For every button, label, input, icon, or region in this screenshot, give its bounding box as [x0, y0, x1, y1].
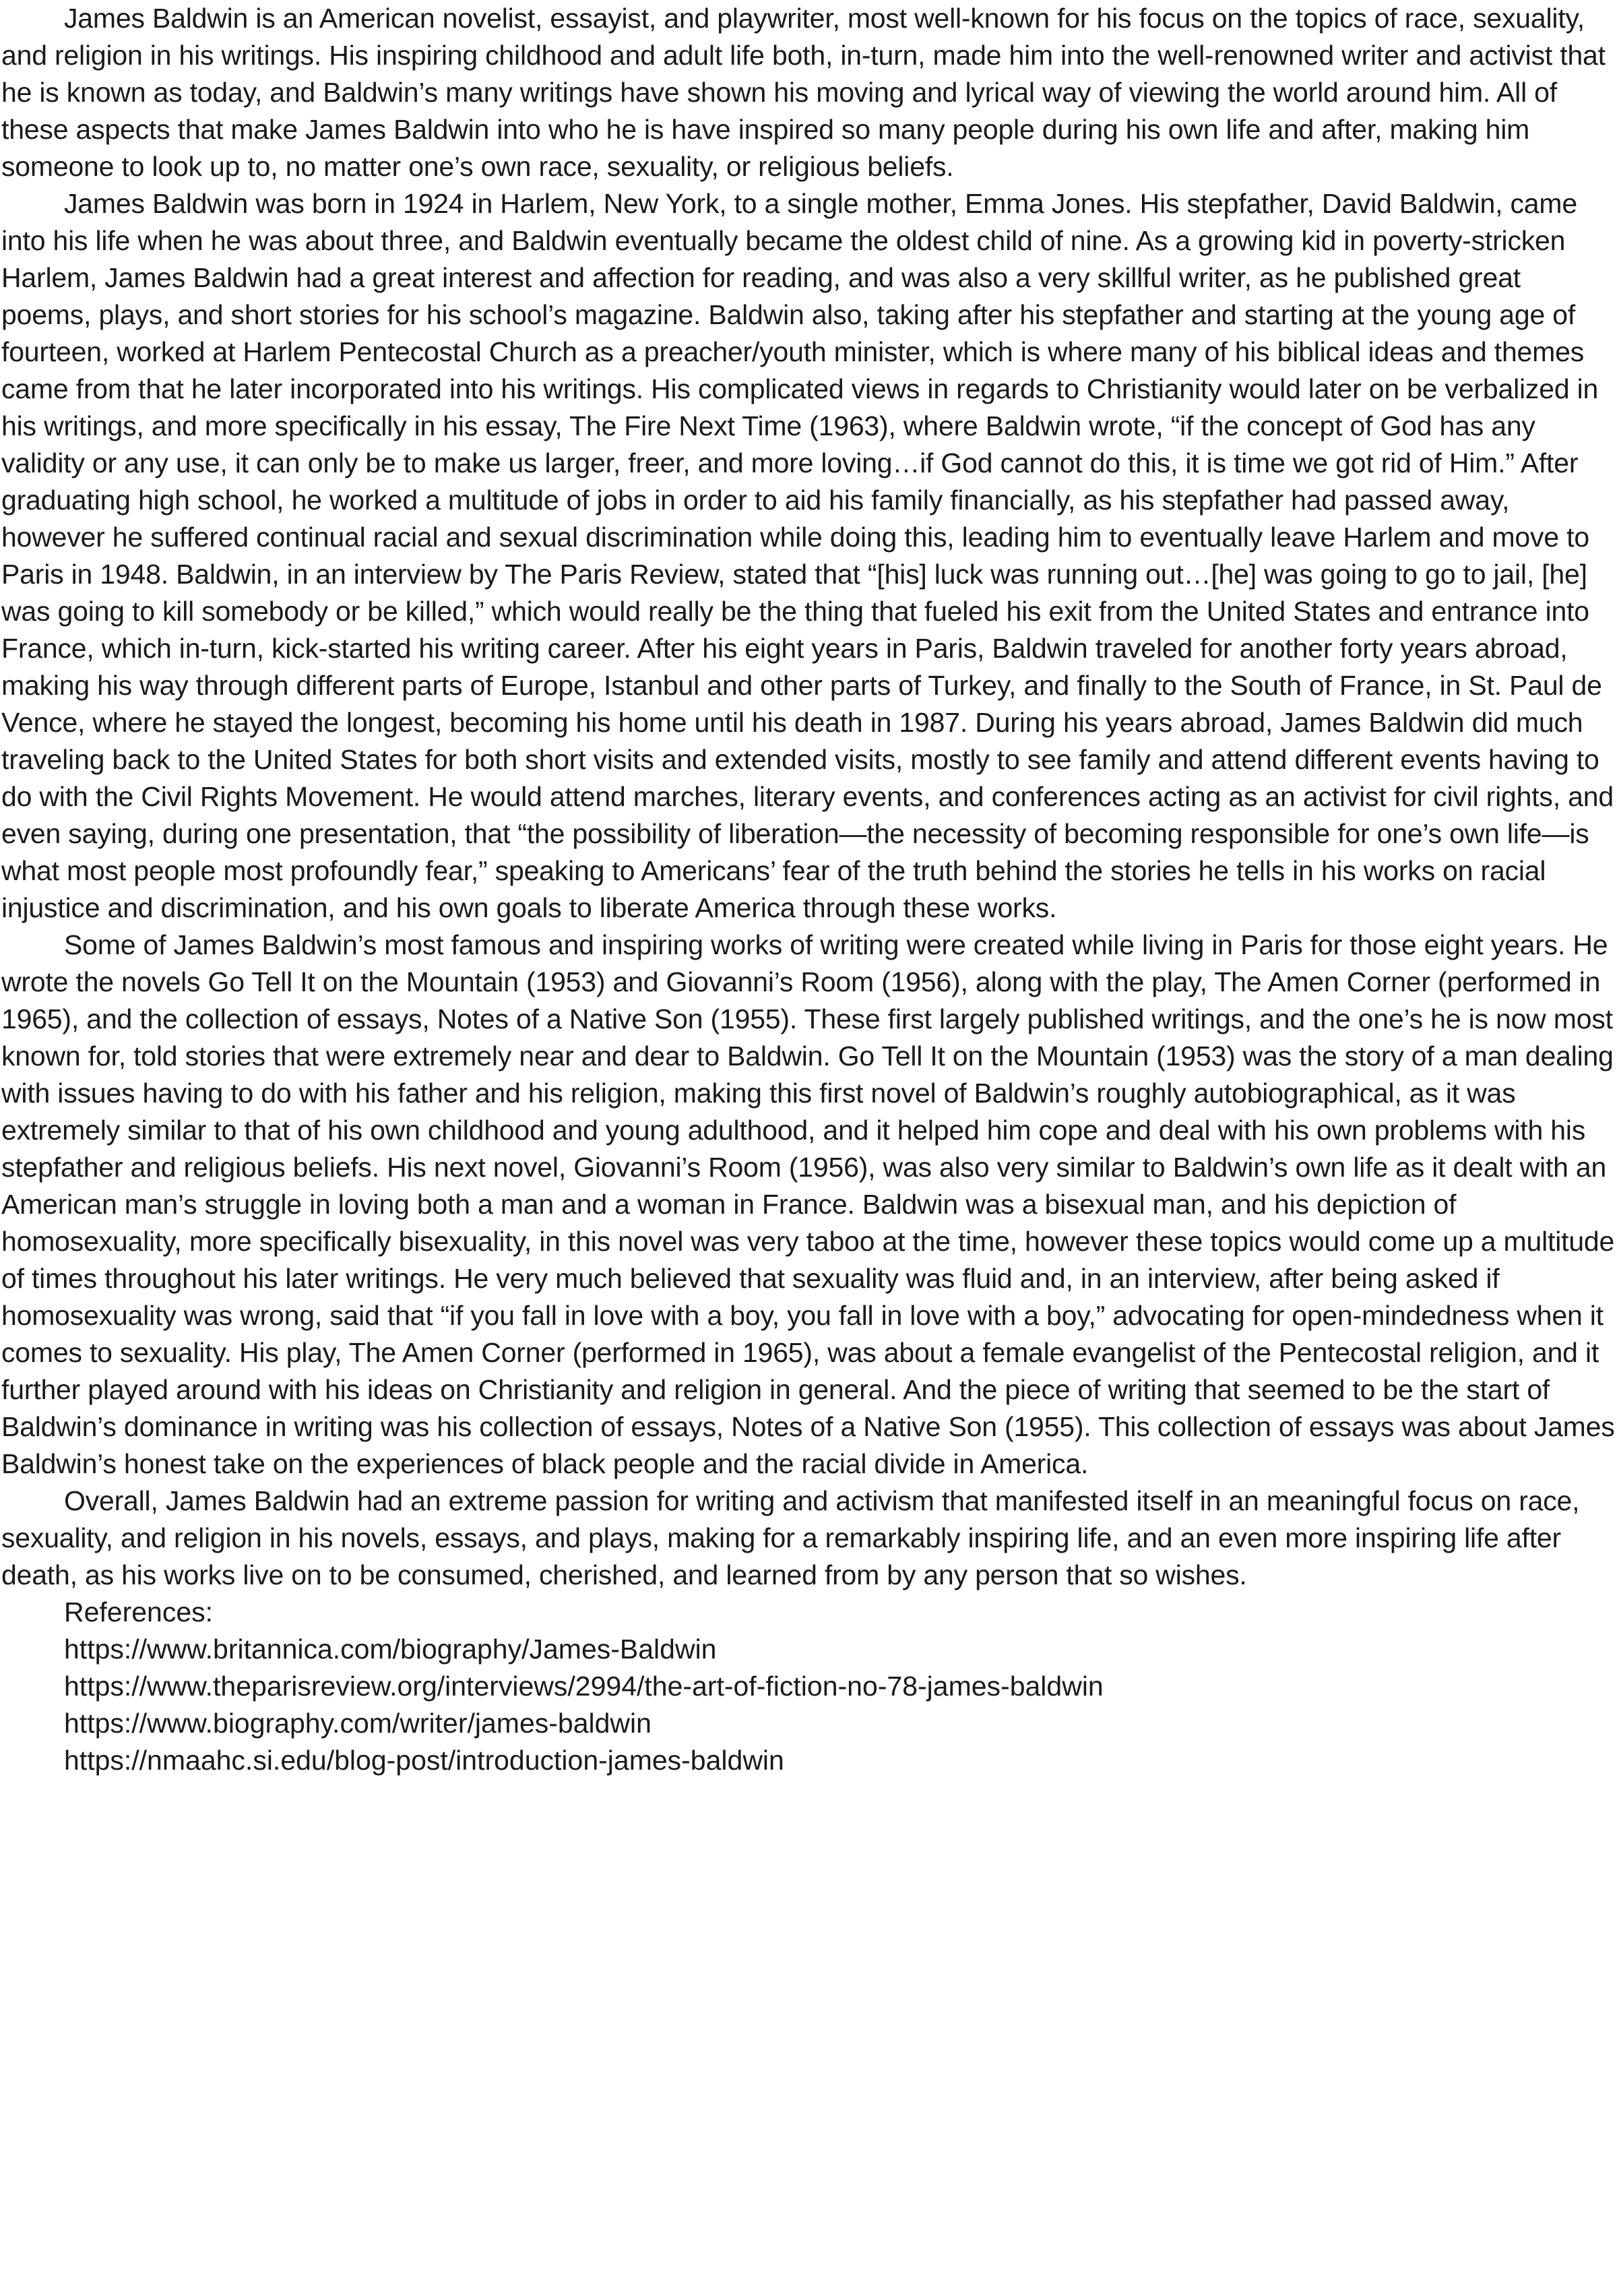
reference-link[interactable]: https://www.theparisreview.org/interviews/2994/the-art-of-fiction-no-78-james-baldwin	[64, 1671, 1104, 1702]
paragraph-works: Some of James Baldwin’s most famous and inspiring works of writing were created while living in Paris for those eight years. He wrote the novels Go Tell It on the Mountain (1953) and Giovanni’s Room (1956), along with the play, The Amen Corner (performed in 1965), and the collection of essays, Notes of a Native Son (1955). These first largely published writings, and the one’s he is now most known for, told stories that were extremely near and dear to Baldwin. Go Tell It on the Mountain (1953) was the story of a man dealing with issues having to do with his father and his religion, making this first novel of Baldwin’s roughly autobiographical, as it was extremely similar to that of his own childhood and young adulthood, and it helped him cope and deal with his own problems with his stepfather and religious beliefs. His next novel, Giovanni’s Room (1956), was also very similar to Baldwin’s own life as it dealt with an American man’s struggle in loving both a man and a woman in France. Baldwin was a bisexual man, and his depiction of homosexuality, more specifically bisexuality, in this novel was very taboo at the time, however these topics would come up a multitude of times throughout his later writings. He very much believed that sexuality was fluid and, in an interview, after being asked if homosexuality was wrong, said that “if you fall in love with a boy, you fall in love with a boy,” advocating for open-mindedness when it comes to sexuality. His play, The Amen Corner (performed in 1965), was about a female evangelist of the Pentecostal religion, and it further played around with his ideas on Christianity and religion in general. And the piece of writing that seemed to be the start of Baldwin’s dominance in writing was his collection of essays, Notes of a Native Son (1955). This collection of essays was about James Baldwin’s honest take on the experiences of black people and the racial divide in America.	[1, 929, 1615, 1479]
paragraph-conclusion: Overall, James Baldwin had an extreme passion for writing and activism that manifested itself in an meaningful focus on race, sexuality, and religion in his novels, essays, and plays, making for a remarkably inspiring life, and an even more inspiring life after death, as his works live on to be consumed, cherished, and learned from by any person that so wishes.	[1, 1485, 1580, 1590]
references-heading: References:	[64, 1596, 214, 1627]
reference-link[interactable]: https://nmaahc.si.edu/blog-post/introduction-james-baldwin	[64, 1745, 784, 1776]
paragraph-early-life: James Baldwin was born in 1924 in Harlem, New York, to a single mother, Emma Jones. His stepfather, David Baldwin, came into his life when he was about three, and Baldwin eventually became the oldest child of nine. As a growing kid in poverty-stricken Harlem, James Baldwin had a great interest and affection for reading, and was also a very skillful writer, as he published great poems, plays, and short stories for his school’s magazine. Baldwin also, taking after his stepfather and starting at the young age of fourteen, worked at Harlem Pentecostal Church as a preacher/youth minister, which is where many of his biblical ideas and themes came from that he later incorporated into his writings. His complicated views in regards to Christianity would later on be verbalized in his writings, and more specifically in his essay, The Fire Next Time (1963), where Baldwin wrote, “if the concept of God has any validity or any use, it can only be to make us larger, freer, and more loving…if God cannot do this, it is time we got rid of Him.” After graduating high school, he worked a multitude of jobs in order to aid his family financially, as his stepfather had passed away, however he suffered continual racial and sexual discrimination while doing this, leading him to eventually leave Harlem and move to Paris in 1948. Baldwin, in an interview by The Paris Review, stated that “[his] luck was running out…[he] was going to go to jail, [he] was going to kill somebody or be killed,” which would really be the thing that fueled his exit from the United States and entrance into France, which in-turn, kick-started his writing career. After his eight years in Paris, Baldwin traveled for another forty years abroad, making his way through different parts of Europe, Istanbul and other parts of Turkey, and finally to the South of France, in St. Paul de Vence, where he stayed the longest, becoming his home until his death in 1987. During his years abroad, James Baldwin did much traveling back to the United States for both short visits and extended visits, mostly to see family and attend different events having to do with the Civil Rights Movement. He would attend marches, literary events, and conferences acting as an activist for civil rights, and even saying, during one presentation, that “the possibility of liberation—the necessity of becoming responsible for one’s own life—is what most people most profoundly fear,” speaking to Americans’ fear of the truth behind the stories he tells in his works on racial injustice and discrimination, and his own goals to liberate America through these works.	[1, 188, 1614, 923]
reference-link[interactable]: https://www.britannica.com/biography/James-Baldwin	[64, 1634, 717, 1665]
essay-body	[1, 0, 1616, 1594]
reference-link[interactable]: https://www.biography.com/writer/james-baldwin	[64, 1708, 652, 1739]
paragraph-intro: James Baldwin is an American novelist, essayist, and playwriter, most well-known for his focus on the topics of race, sexuality, and religion in his writings. His inspiring childhood and adult life both, in-turn, made him into the well-renowned writer and activist that he is known as today, and Baldwin’s many writings have shown his moving and lyrical way of viewing the world around him. All of these aspects that make James Baldwin into who he is have inspired so many people during his own life and after, making him someone to look up to, no matter one’s own race, sexuality, or religious beliefs.	[1, 3, 1606, 182]
references-list	[1, 1631, 1616, 1779]
